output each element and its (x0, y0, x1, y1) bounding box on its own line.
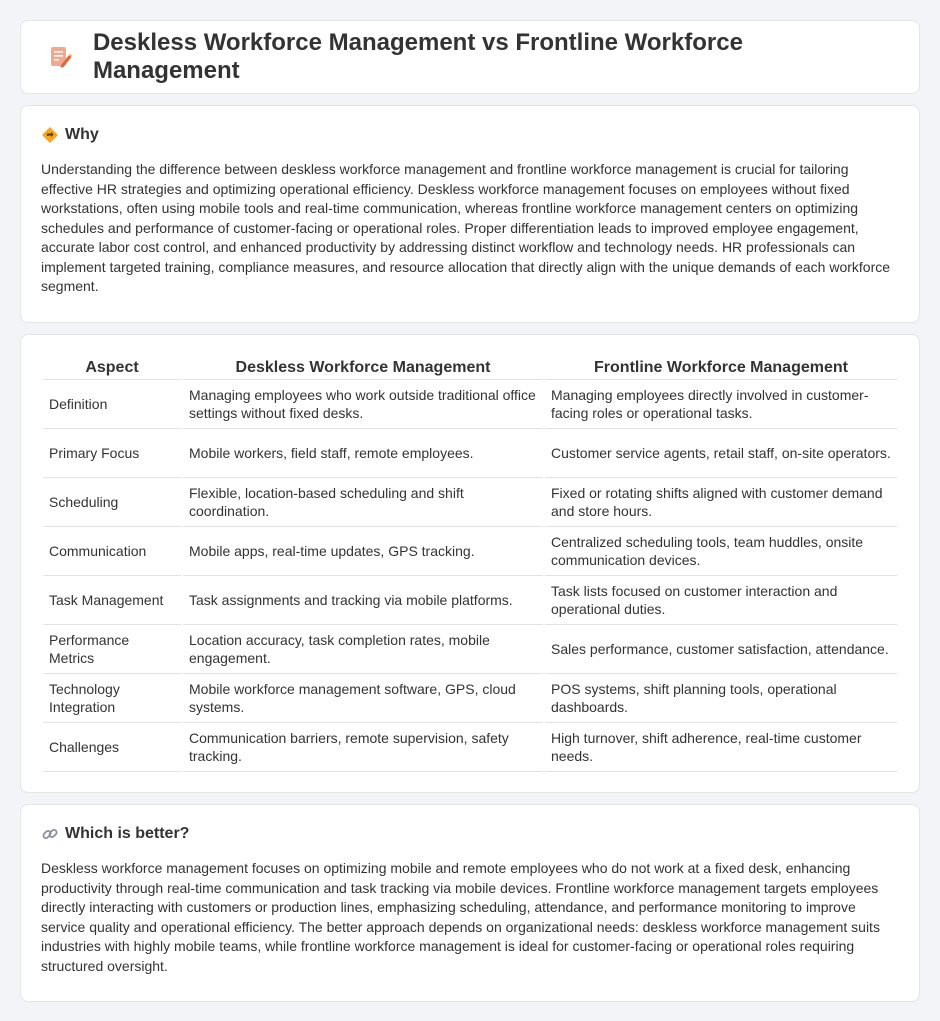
cell-frontline: Fixed or rotating shifts aligned with customer demand and store hours. (545, 478, 897, 527)
cell-frontline: Managing employees directly involved in customer-facing roles or operational tasks. (545, 380, 897, 429)
cell-deskless: Location accuracy, task completion rates, mobile engagement. (183, 625, 543, 674)
cell-deskless: Mobile workers, field staff, remote employees. (183, 429, 543, 478)
header-deskless: Deskless Workforce Management (183, 355, 543, 380)
cell-aspect: Technology Integration (43, 674, 181, 723)
table-row (43, 429, 897, 478)
table-row (43, 625, 897, 674)
cell-frontline: Sales performance, customer satisfaction, attendance. (545, 625, 897, 674)
table-row (43, 576, 897, 625)
header-frontline: Frontline Workforce Management (545, 355, 897, 380)
cell-aspect: Definition (43, 380, 181, 429)
why-section (20, 105, 920, 323)
why-heading: Why (65, 126, 99, 143)
table-row (43, 478, 897, 527)
cell-aspect: Scheduling (43, 478, 181, 527)
cell-aspect: Challenges (43, 723, 181, 772)
table-row (43, 380, 897, 429)
table-row (43, 674, 897, 723)
cell-deskless: Managing employees who work outside traditional office settings without fixed desks. (183, 380, 543, 429)
comparison-table (41, 355, 899, 772)
cell-deskless: Flexible, location-based scheduling and shift coordination. (183, 478, 543, 527)
table-header-row (43, 355, 897, 380)
cell-deskless: Communication barriers, remote supervision, safety tracking. (183, 723, 543, 772)
cell-frontline: High turnover, shift adherence, real-time customer needs. (545, 723, 897, 772)
better-body: Deskless workforce management focuses on optimizing mobile and remote employees who do not work at a fixed desk, enhancing productivity through real-time communication and task tracking via mobile devices. Frontline workforce management targets employees directly interacting with customers or production lines, emphasizing scheduling, attendance, and performance monitoring to improve service quality and operational efficiency. The better approach depends on organizational needs: deskless workforce management suits industries with highly mobile teams, while frontline workforce management is ideal for customer-facing or operational roles requiring structured oversight. (41, 860, 880, 974)
cell-aspect: Performance Metrics (43, 625, 181, 674)
cell-aspect: Primary Focus (43, 429, 181, 478)
page-title: Deskless Workforce Management vs Frontline Workforce Management (92, 29, 743, 84)
road-sign-icon (41, 126, 59, 144)
cell-deskless: Task assignments and tracking via mobile platforms. (183, 576, 543, 625)
cell-frontline: POS systems, shift planning tools, operational dashboards. (545, 674, 897, 723)
cell-frontline: Customer service agents, retail staff, on-site operators. (545, 429, 897, 478)
comparison-table-card (20, 334, 920, 793)
title-card (20, 20, 920, 94)
pencil-note-icon (45, 42, 75, 72)
table-row (43, 723, 897, 772)
cell-deskless: Mobile apps, real-time updates, GPS tracking. (183, 527, 543, 576)
cell-aspect: Task Management (43, 576, 181, 625)
cell-deskless: Mobile workforce management software, GPS, cloud systems. (183, 674, 543, 723)
better-section (20, 804, 920, 1002)
better-heading: Which is better? (65, 825, 190, 842)
link-icon (41, 825, 59, 843)
cell-frontline: Task lists focused on customer interaction and operational duties. (545, 576, 897, 625)
cell-frontline: Centralized scheduling tools, team huddles, onsite communication devices. (545, 527, 897, 576)
why-body: Understanding the difference between deskless workforce management and frontline workforce management is crucial for tailoring effective HR strategies and optimizing operational efficiency. Deskless workforce management focuses on employees without fixed workstations, often using mobile tools and real-time communication, whereas frontline workforce management centers on optimizing schedules and performance of customer-facing or operational roles. Proper differentiation leads to improved employee engagement, accurate labor cost control, and enhanced productivity by addressing distinct workflow and technology needs. HR professionals can implement targeted training, compliance measures, and resource allocation that directly align with the unique demands of each workforce segment. (41, 161, 891, 294)
cell-aspect: Communication (43, 527, 181, 576)
header-aspect: Aspect (43, 355, 181, 380)
table-row (43, 527, 897, 576)
